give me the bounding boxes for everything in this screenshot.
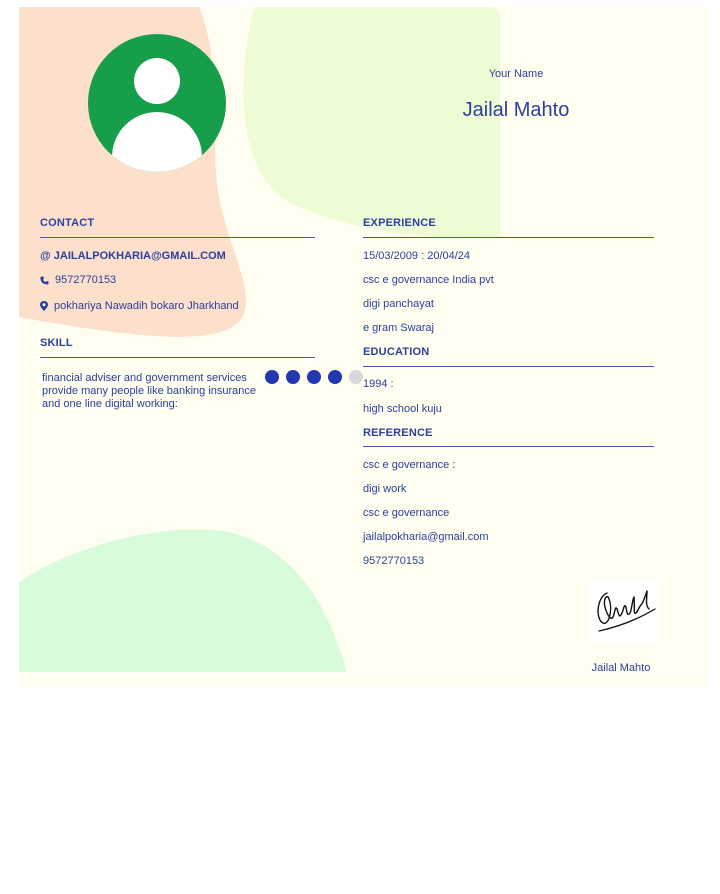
reference-line: jailalpokharia@gmail.com <box>363 531 489 543</box>
signature-name: Jailal Mahto <box>591 662 651 674</box>
full-name: Jailal Mahto <box>462 99 570 121</box>
lime-blob <box>243 7 500 238</box>
phone-icon <box>40 276 49 285</box>
location-pin-icon <box>40 301 48 311</box>
experience-line: digi panchayat <box>363 298 434 310</box>
contact-phone: 9572770153 <box>55 274 117 286</box>
reference-heading: REFERENCE <box>363 427 433 439</box>
contact-heading: CONTACT <box>40 217 95 229</box>
reference-line: digi work <box>363 483 407 495</box>
education-divider <box>363 366 654 367</box>
reference-line: csc e governance <box>363 507 450 519</box>
signature-icon <box>589 579 659 643</box>
profile-avatar <box>88 34 226 172</box>
skill-rating-dot <box>328 370 342 384</box>
reference-line: 9572770153 <box>363 555 425 567</box>
contact-phone-row <box>40 274 116 286</box>
experience-line: e gram Swaraj <box>363 322 434 334</box>
skill-heading: SKILL <box>40 337 73 349</box>
skill-rating-dot <box>286 370 300 384</box>
experience-line: csc e governance India pvt <box>363 274 494 286</box>
skill-divider <box>40 357 315 358</box>
experience-heading: EXPERIENCE <box>363 217 436 229</box>
contact-divider <box>40 237 315 238</box>
user-avatar-icon-head <box>134 58 180 104</box>
reference-line: csc e governance : <box>363 459 456 471</box>
signature-image <box>589 579 659 643</box>
education-line: high school kuju <box>363 403 442 415</box>
resume-page <box>19 7 708 687</box>
skill-rating-dot <box>265 370 279 384</box>
name-label: Your Name <box>488 68 544 80</box>
user-avatar-icon-body <box>112 112 202 172</box>
mint-blob <box>19 529 347 672</box>
skill-rating-dot <box>307 370 321 384</box>
education-line: 1994 : <box>363 378 394 390</box>
contact-address-row <box>40 300 239 312</box>
skill-description: financial adviser and government services provide many people like banking insurance and one line digital working: <box>42 372 257 410</box>
education-heading: EDUCATION <box>363 346 430 358</box>
reference-divider <box>363 446 654 447</box>
experience-divider <box>363 237 654 238</box>
contact-email: @ JAILALPOKHARIA@GMAIL.COM <box>40 250 226 262</box>
experience-line: 15/03/2009 : 20/04/24 <box>363 250 471 262</box>
skill-rating <box>265 370 363 384</box>
contact-address: pokhariya Nawadih bokaro Jharkhand <box>54 300 239 312</box>
skill-rating-dot <box>349 370 363 384</box>
